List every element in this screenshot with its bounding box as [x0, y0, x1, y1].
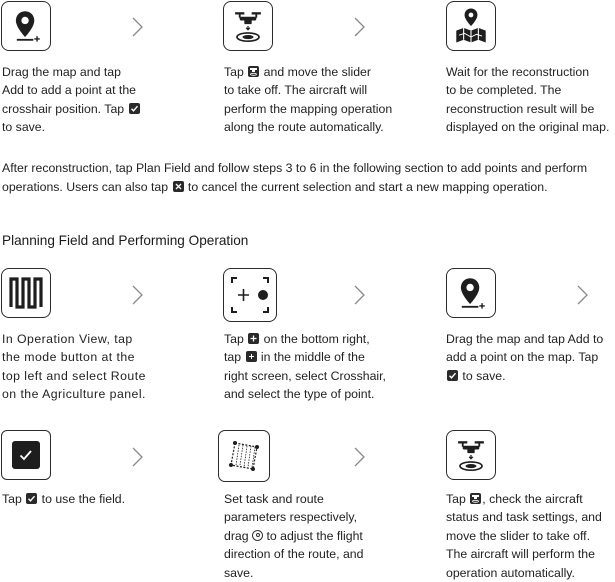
reconstruction-paragraph: After reconstruction, tap Plan Field and follow steps 3 to 6 in the following section to add points and perform operations. Users can also tap to cancel the current selection and start a new mapping operation. — [2, 161, 588, 194]
chevron-right-icon — [353, 284, 367, 306]
drone-takeoff-icon — [446, 430, 496, 480]
route-mode-icon — [1, 268, 51, 318]
chevron-right-icon — [353, 16, 367, 38]
drone-takeoff-icon — [223, 1, 273, 51]
confirm-check-icon — [447, 370, 458, 381]
step-text-drag-add: Drag the map and tap Add to add a point on the map. Tap to save. — [446, 332, 604, 383]
confirm-check-icon — [129, 103, 140, 114]
chevron-right-icon — [576, 284, 590, 306]
chevron-right-icon — [131, 284, 145, 306]
takeoff-mini-icon — [470, 493, 481, 504]
step-text-use-field: Tap to use the field. — [2, 492, 126, 506]
field-grid-icon — [218, 430, 270, 482]
point-type-icon — [246, 351, 257, 362]
map-pin-add-icon — [1, 1, 51, 51]
step-text-add-point: Tap on the bottom right, tap in the middle of the right screen, select Crosshair, and select the type of point. — [224, 332, 386, 402]
chevron-right-icon — [353, 446, 367, 468]
chevron-right-icon — [131, 16, 145, 38]
add-plus-icon — [248, 333, 259, 344]
map-pin-add-icon — [446, 268, 496, 318]
step-text-task-route: Set task and route parameters respectively, drag to adjust the flight direction of the route, and save. — [224, 492, 364, 580]
step-text-drag-map: Drag the map and tap Add to add a point at the crosshair position. Tap to save. — [2, 63, 141, 137]
step-text-operation-view: In Operation View, tap the mode button at the top left and select Route on the Agriculture panel. — [2, 332, 146, 402]
crosshair-icon — [223, 268, 277, 322]
direction-dial-icon — [252, 530, 263, 541]
section-heading: Planning Field and Performing Operation — [2, 233, 249, 248]
step-text-start-operation: Tap , check the aircraft status and task settings, and move the slider to take off. The aircraft will perform the operation automatically. — [446, 492, 602, 580]
cancel-x-icon — [173, 181, 184, 192]
checkbox-icon — [1, 430, 51, 480]
confirm-check-icon — [26, 493, 37, 504]
map-reconstruction-icon — [446, 1, 496, 51]
step-text-wait-reconstruction: Wait for the reconstruction to be completed. The reconstruction result will be displayed on the original map. — [446, 65, 610, 135]
chevron-right-icon — [131, 446, 145, 468]
takeoff-mini-icon — [248, 66, 259, 77]
step-text-takeoff: Tap and move the slider to take off. The aircraft will perform the mapping operation along the route automatically. — [224, 65, 393, 135]
